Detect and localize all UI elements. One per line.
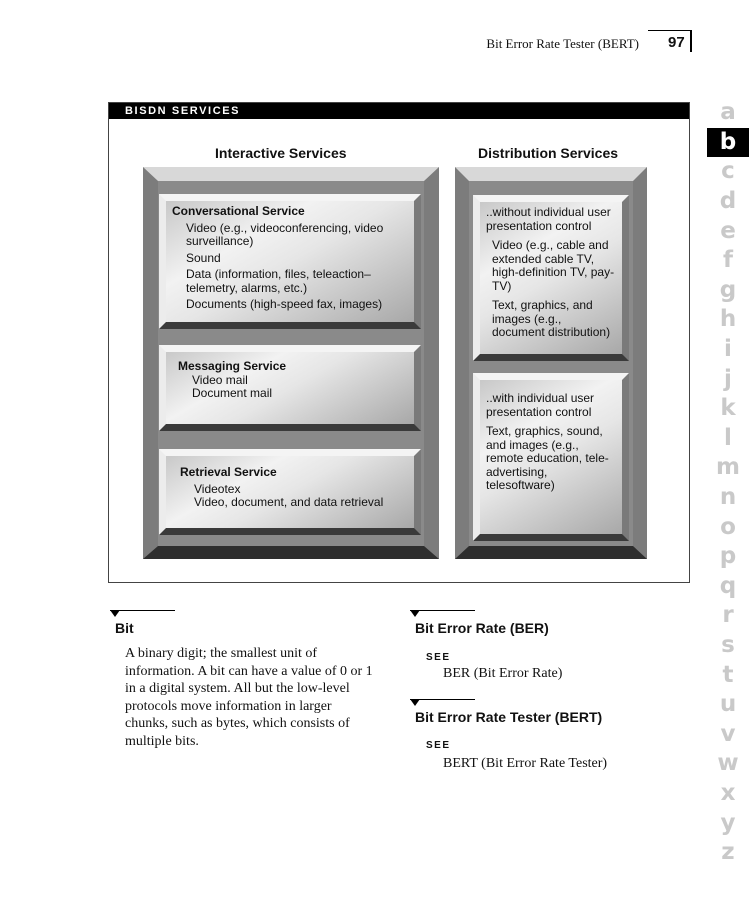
with-control-item: Text, graphics, sound, and images (e.g., remote education, tele-advertising, telesoftware): [486, 424, 609, 492]
see-target-ber: BER (Bit Error Rate): [443, 666, 563, 681]
see-label: SEE: [426, 652, 451, 663]
thumb-letter-g: g: [719, 276, 737, 303]
thumb-letter-b: b: [707, 128, 749, 158]
without-control-item: Video (e.g., cable and extended cable TV, high-definition TV, pay-TV): [492, 238, 615, 293]
entry-marker: [410, 610, 475, 611]
thumb-letter-f: f: [722, 247, 733, 274]
see-label: SEE: [426, 740, 451, 751]
retrieval-item: Videotex: [194, 481, 241, 496]
retrieval-item: Video, document, and data retrieval: [194, 495, 384, 509]
thumb-letter-e: e: [720, 217, 736, 244]
entry-term-ber: Bit Error Rate (BER): [415, 620, 549, 636]
thumb-letter-v: v: [720, 720, 736, 747]
entry-definition-bit: A binary digit; the smallest unit of information. A bit can have a value of 0 or 1 in a digital system. All but the low-level protocols move information in larger chunks, such as bytes, which consists of multiple bits.: [125, 646, 373, 749]
thumb-letter-n: n: [719, 484, 737, 511]
messaging-service-title: Messaging Service: [178, 359, 287, 373]
conversational-item: Sound: [186, 250, 221, 265]
thumb-letter-m: m: [716, 454, 740, 481]
entry-marker: [410, 699, 475, 700]
thumb-letter-o: o: [720, 513, 736, 540]
conversational-service-title: Conversational Service: [172, 204, 305, 218]
thumb-letter-c: c: [721, 158, 735, 185]
running-title: Bit Error Rate Tester (BERT): [486, 36, 639, 51]
messaging-item: Video mail: [192, 372, 248, 387]
thumb-letter-p: p: [719, 543, 737, 570]
conversational-item: Documents (high-speed fax, images): [186, 297, 383, 311]
header-rule-vertical: [690, 30, 692, 52]
header-rule: [648, 30, 692, 31]
conversational-item: Data (information, files, teleaction– telemetry, alarms, etc.): [186, 267, 371, 295]
thumb-letter-a: a: [720, 99, 736, 126]
thumb-letter-u: u: [719, 691, 737, 718]
retrieval-service-panel: [159, 449, 421, 535]
thumb-letter-y: y: [720, 809, 736, 836]
bisdn-services-figure: [108, 102, 690, 583]
messaging-service-panel: [159, 345, 421, 431]
thumb-letter-x: x: [720, 779, 736, 806]
with-control-intro: ..with individual user presentation control: [486, 391, 595, 419]
entry-term-bit: Bit: [115, 620, 134, 636]
thumb-letter-i: i: [724, 336, 732, 363]
with-control-panel: [473, 373, 629, 541]
see-target-bert: BERT (Bit Error Rate Tester): [443, 756, 608, 771]
thumb-letter-h: h: [719, 306, 737, 333]
thumb-letter-j: j: [724, 365, 732, 392]
messaging-item: Document mail: [192, 386, 273, 400]
thumb-letter-s: s: [721, 631, 735, 658]
thumb-letter-w: w: [717, 750, 739, 777]
conversational-item: Video (e.g., videoconferencing, video surveillance): [186, 220, 384, 248]
thumb-letter-t: t: [722, 661, 734, 688]
interactive-services-heading: Interactive Services: [215, 145, 347, 161]
without-control-intro: ..without individual user presentation control: [486, 205, 611, 233]
conversational-service-panel: [159, 194, 421, 329]
thumb-letter-k: k: [720, 395, 736, 422]
without-control-panel: [473, 195, 629, 361]
thumb-letter-z: z: [721, 839, 735, 866]
thumb-letter-q: q: [719, 572, 737, 599]
thumb-letter-d: d: [719, 188, 737, 215]
thumb-letter-r: r: [722, 602, 734, 629]
entry-term-bert: Bit Error Rate Tester (BERT): [415, 709, 603, 725]
distribution-services-heading: Distribution Services: [478, 145, 619, 161]
thumb-index: [707, 98, 749, 867]
thumb-letter-l: l: [724, 424, 732, 451]
page-number: 97: [668, 34, 685, 51]
without-control-item: Text, graphics, and images (e.g., document distribution): [492, 298, 611, 339]
entry-marker: [110, 610, 175, 611]
figure-title: BISDN SERVICES: [109, 103, 689, 119]
retrieval-service-title: Retrieval Service: [180, 465, 277, 479]
